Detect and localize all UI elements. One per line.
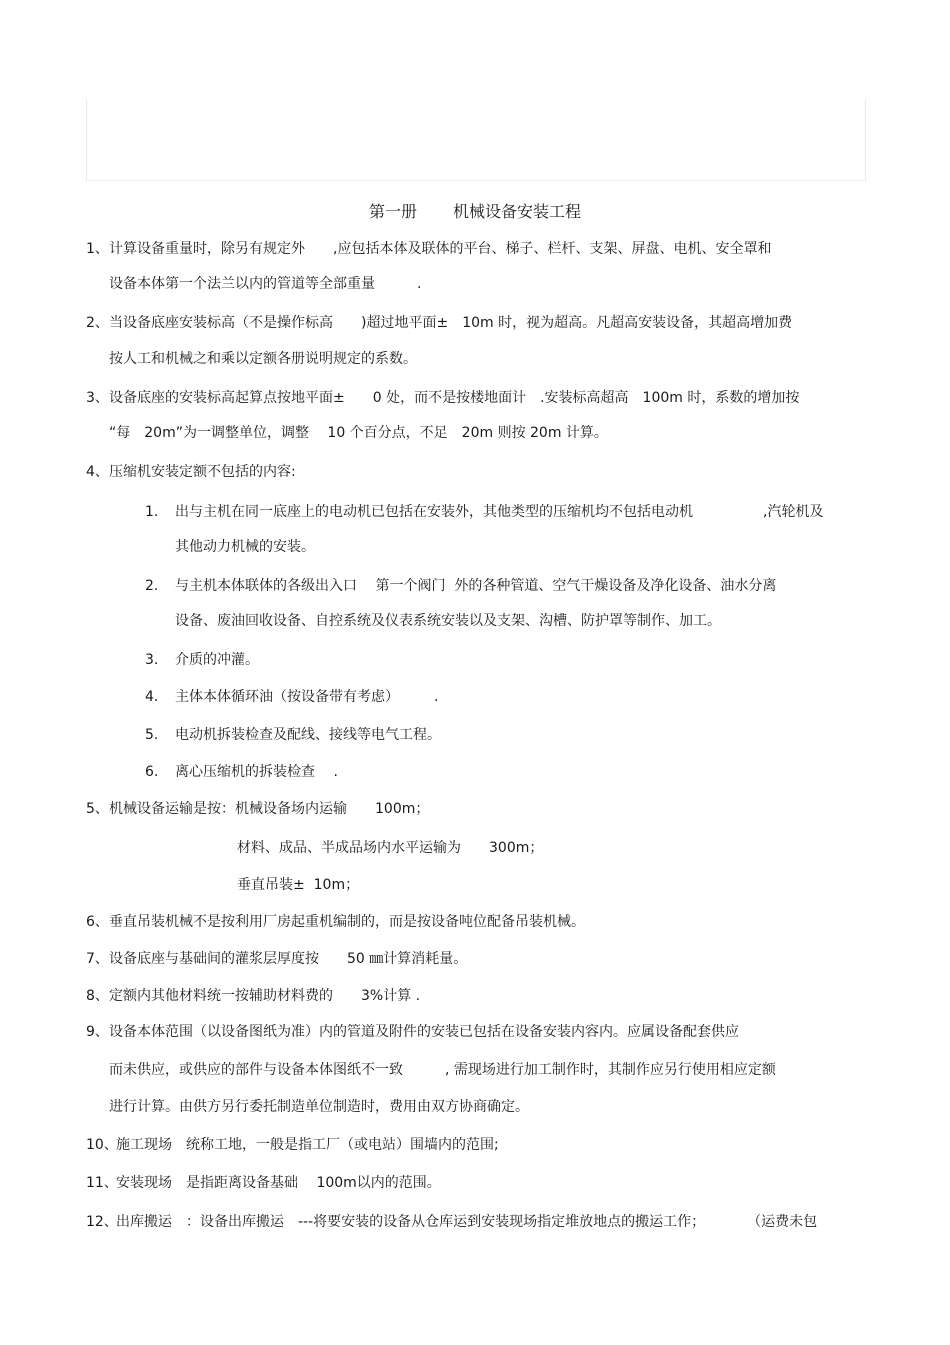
page-title xyxy=(0,199,950,222)
subitem-number: 6. xyxy=(145,764,159,780)
item-text: 设备底座的安装标高起算点按地平面± 0 处，而不是按楼地面计 .安装标高超高 100m 时，系数的增加按 xyxy=(109,390,800,406)
item-text: “每 20m”为一调整单位，调整 10 个百分点，不足 20m 则按 20m 计算。 xyxy=(109,425,608,441)
item-text: 而未供应，或供应的部件与设备本体图纸不一致 , 需现场进行加工制作时，其制作应另行使用相应定额 xyxy=(109,1062,776,1078)
item-number: 4、 xyxy=(86,464,109,480)
item-number: 12、 xyxy=(86,1214,118,1230)
item-text: 垂直吊装机械不是按利用厂房起重机编制的，而是按设备吨位配备吊装机械。 xyxy=(109,914,585,930)
subitem-text: 离心压缩机的拆装检查 . xyxy=(175,764,338,780)
item-text: 出库搬运 ：设备出库搬运 ---将要安装的设备从仓库运到安装现场指定堆放地点的搬运工作； （运费未包 xyxy=(116,1214,818,1230)
item-text: 机械设备运输是按：机械设备场内运输 100m； xyxy=(109,801,430,817)
subitem-text: 主体本体循环油（按设备带有考虑） . xyxy=(175,689,439,705)
item-text: 设备本体第一个法兰以内的管道等全部重量 . xyxy=(109,276,422,292)
subitem-text: 介质的冲灌。 xyxy=(175,652,259,668)
item-text: 安装现场 是指距离设备基础 100m以内的范围。 xyxy=(116,1175,441,1191)
subitem-text: 电动机拆装检查及配线、接线等电气工程。 xyxy=(175,727,441,743)
subitem-text: 与主机本体联体的各级出入口 第一个阀门 外的各种管道、空气干燥设备及净化设备、油水分离 xyxy=(175,578,777,594)
item-text: 进行计算。由供方另行委托制造单位制造时，费用由双方协商确定。 xyxy=(109,1099,529,1115)
item-number: 9、 xyxy=(86,1024,109,1040)
title-name: 机械设备安装工程 xyxy=(453,202,582,221)
item-text: 计算设备重量时，除另有规定外 ,应包括本体及联体的平台、梯子、栏杆、支架、屏盘、电机、安全罩和 xyxy=(109,241,772,257)
item-text: 按人工和机械之和乘以定额各册说明规定的系数。 xyxy=(109,351,417,367)
header-box xyxy=(86,100,866,181)
item-number: 1、 xyxy=(86,241,109,257)
item-number: 10、 xyxy=(86,1137,118,1153)
item-text: 设备本体范围（以设备图纸为准）内的管道及附件的安装已包括在设备安装内容内。应属设备配套供应 xyxy=(109,1024,739,1040)
subitem-text: 设备、废油回收设备、自控系统及仪表系统安装以及支架、沟槽、防护罩等制作、加工。 xyxy=(175,613,721,629)
subitem-text: 其他动力机械的安装。 xyxy=(175,539,315,555)
item-text: 材料、成品、半成品场内水平运输为 300m； xyxy=(237,840,544,856)
subitem-number: 2. xyxy=(145,578,159,594)
item-text: 压缩机安装定额不包括的内容: xyxy=(109,464,296,480)
subitem-number: 4. xyxy=(145,689,159,705)
subitem-number: 1. xyxy=(145,504,159,520)
subitem-number: 5. xyxy=(145,727,159,743)
item-text: 设备底座与基础间的灌浆层厚度按 50 ㎜计算消耗量。 xyxy=(109,951,468,967)
item-number: 8、 xyxy=(86,988,109,1004)
item-text: 垂直吊装± 10m； xyxy=(237,877,360,893)
item-number: 2、 xyxy=(86,315,109,331)
subitem-text: 出与主机在同一底座上的电动机已包括在安装外，其他类型的压缩机均不包括电动机 ,汽轮机及 xyxy=(175,504,824,520)
item-number: 11、 xyxy=(86,1175,118,1191)
title-part: 第一册 xyxy=(368,202,417,221)
item-text: 定额内其他材料统一按辅助材料费的 3%计算 . xyxy=(109,988,421,1004)
subitem-number: 3. xyxy=(145,652,159,668)
item-number: 3、 xyxy=(86,390,109,406)
item-text: 当设备底座安装标高（不是操作标高 )超过地平面± 10m 时，视为超高。凡超高安装设备，其超高增加费 xyxy=(109,315,793,331)
item-text: 施工现场 统称工地，一般是指工厂（或电站）围墙内的范围; xyxy=(116,1137,499,1153)
item-number: 5、 xyxy=(86,801,109,817)
item-number: 6、 xyxy=(86,914,109,930)
item-number: 7、 xyxy=(86,951,109,967)
